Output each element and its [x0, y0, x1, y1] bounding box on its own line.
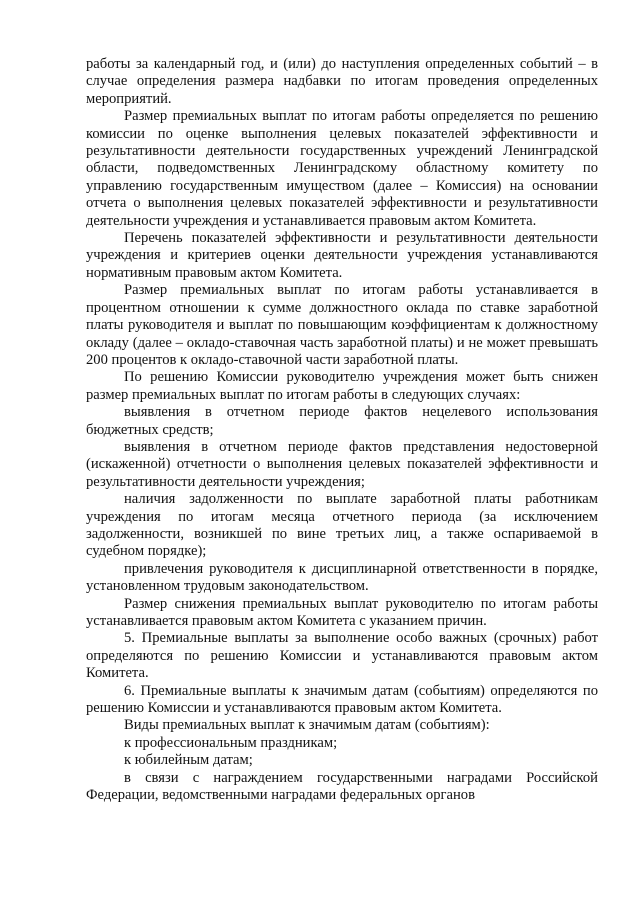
paragraph-1: работы за календарный год, и (или) до наступления определенных событий – в случае определения размера надбавки по итогам проведения определенных мероприятий. — [86, 56, 598, 107]
paragraph-15: к юбилейным датам; — [124, 752, 253, 769]
paragraph-9: привлечения руководителя к дисциплинарной ответственности в порядке, установленном трудовым законодательством. — [86, 560, 598, 595]
paragraph-8: наличия задолженности по выплате заработной платы работникам учреждения по итогам месяца отчетного периода (за исключением задолженности, возникшей по вине третьих лиц, а также оспариваемой в судебном порядке); — [86, 491, 598, 560]
paragraph-16: в связи с награждением государственными наградами Российской Федерации, ведомственными наградами федеральных органов — [86, 769, 598, 804]
paragraph-5: По решению Комиссии руководителю учреждения может быть снижен размер премиальных выплат по итогам работы в следующих случаях: — [86, 369, 598, 403]
paragraph-4: Размер премиальных выплат по итогам работы устанавливается в процентном отношении к сумме должностного оклада по ставке заработной платы руководителя и выплат по повышающим коэффициентам к должностному окладу (далее – окладо-ставочная часть заработной платы) и не может превышать 200 процентов к окладо-ставочной части заработной платы. — [86, 282, 598, 368]
paragraph-14: к профессиональным праздникам; — [124, 734, 338, 751]
paragraph-6: выявления в отчетном периоде фактов нецелевого использования бюджетных средств; — [86, 404, 598, 438]
paragraph-13: Виды премиальных выплат к значимым датам (событиям): — [124, 717, 490, 734]
document-page — [86, 56, 598, 804]
paragraph-2: Размер премиальных выплат по итогам работы определяется по решению комиссии по оценке выполнения целевых показателей эффективности и результативности деятельности государственных учреждений Ленинградской области, подведомственных Ленинградскому областному комитету по управлению государственным имуществом (далее – Комиссия) на основании отчета о выполнения целевых показателей эффективности и результативности деятельности учреждения и устанавливается правовым актом Комитета. — [86, 108, 598, 229]
paragraph-7: выявления в отчетном периоде фактов представления недостоверной (искаженной) отчетности о выполнения целевых показателей эффективности и результативности деятельности учреждения; — [86, 438, 598, 490]
paragraph-12: 6. Премиальные выплаты к значимым датам (событиям) определяются по решению Комиссии и устанавливаются правовым актом Комитета. — [86, 682, 598, 717]
paragraph-3: Перечень показателей эффективности и результативности деятельности учреждения и критериев оценки деятельности учреждения устанавливаются нормативным правовым актом Комитета. — [86, 230, 598, 281]
paragraph-10: Размер снижения премиальных выплат руководителю по итогам работы устанавливается правовым актом Комитета с указанием причин. — [86, 595, 598, 629]
paragraph-11: 5. Премиальные выплаты за выполнение особо важных (срочных) работ определяются по решению Комиссии и устанавливаются правовым актом Комитета. — [86, 630, 598, 682]
